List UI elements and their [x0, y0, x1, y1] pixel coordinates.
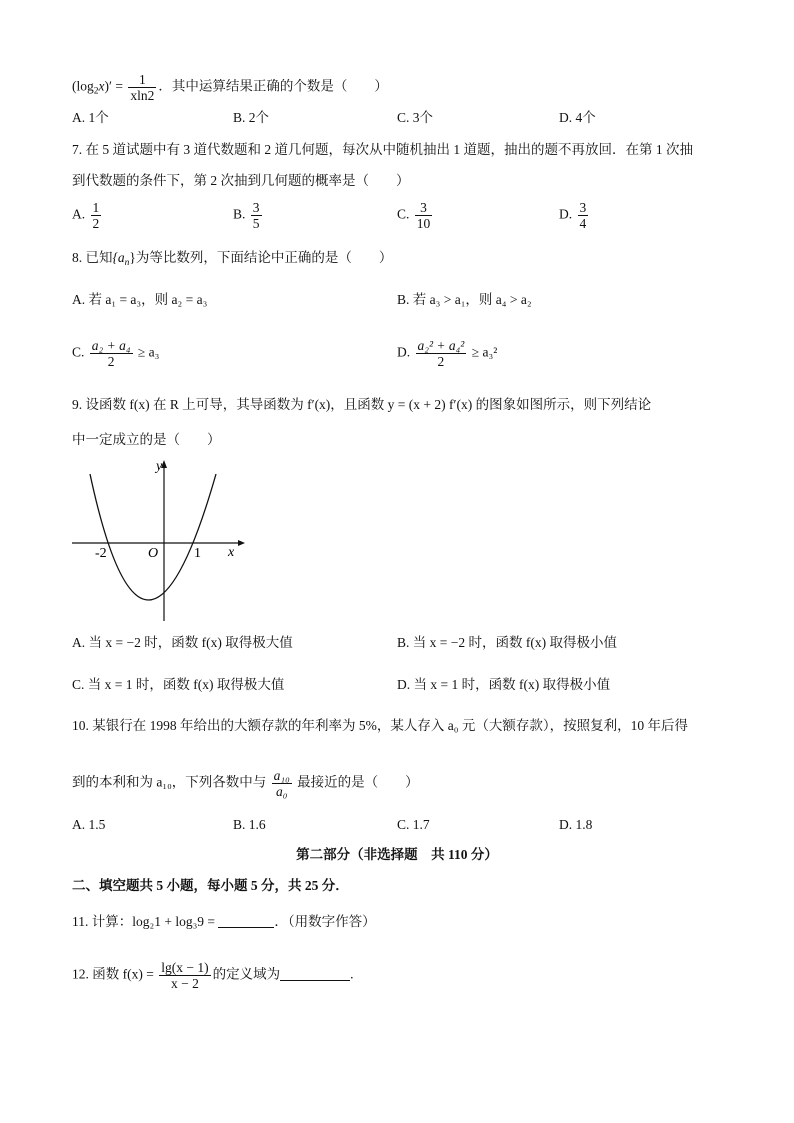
q12-den: x − 2 — [170, 976, 199, 991]
q8-b-label: B. — [397, 292, 410, 307]
curve — [90, 474, 216, 600]
q10-line1: 10. 某银行在 1998 年给出的大额存款的年利率为 5%，某人存入 a₀ 元（大额存款），按照复利，10 年后得 — [72, 718, 688, 733]
q7-c-num: 3 — [415, 200, 433, 216]
q7-d-num: 3 — [579, 200, 587, 215]
q10-line2b: 最接近的是（ ） — [297, 774, 419, 790]
q7-d-label: D. — [559, 206, 573, 222]
q6-option-d: D. 4个 — [559, 110, 596, 125]
q10-frac-num: a₁₀ — [273, 768, 290, 783]
q10-option-b: B. 1.6 — [233, 817, 266, 832]
q9-graph — [68, 456, 248, 626]
q10-option-c: C. 1.7 — [397, 817, 430, 832]
q9-line1: 9. 设函数 f(x) 在 R 上可导，其导函数为 f′(x)，且函数 y = (x + 2) f′(x) 的图象如图所示，则下列结论 — [72, 397, 652, 412]
q11-text-b: ．（用数字作答） — [274, 914, 376, 929]
q7-option-a — [72, 200, 103, 231]
q8-c-den: 2 — [107, 354, 115, 369]
q10-line2a: 到的本利和为 a₁₀，下列各数中与 — [72, 774, 267, 790]
q9-option-c: C. 当 x = 1 时，函数 f(x) 取得极大值 — [72, 677, 285, 692]
q6-lhs: (log — [72, 78, 94, 94]
q12-num: lg(x − 1) — [161, 960, 209, 975]
q6-frac-num: 1 — [128, 72, 156, 88]
q6-frac-den: xln2 — [130, 88, 155, 103]
q8-stem-b: 为等比数列，下面结论中正确的是（ ） — [135, 250, 393, 265]
q8-d-den: 2 — [437, 354, 445, 369]
q7-a-num: 1 — [92, 200, 100, 215]
part2-heading: 第二部分（非选择题 共 110 分） — [296, 847, 498, 862]
y-label: y — [156, 459, 163, 474]
q7-line1: 7. 在 5 道试题中有 3 道代数题和 2 道几何题，每次从中随机抽出 1 道题，抽出的题不再放回．在第 1 次抽 — [72, 142, 693, 157]
q6-base: 2 — [93, 86, 99, 97]
q6-option-a: A. 1个 — [72, 110, 109, 125]
q9-option-b: B. 当 x = −2 时，函数 f(x) 取得极小值 — [397, 635, 617, 650]
q12-frac — [159, 960, 210, 991]
x-axis-arrow — [238, 540, 245, 546]
q6-prime: )′ = — [104, 78, 123, 94]
q8-stem — [72, 248, 392, 273]
q8-a-label: A. — [72, 292, 86, 307]
q7-a-frac — [91, 200, 102, 231]
q7-c-label: C. — [397, 206, 410, 222]
q8-option-b — [397, 290, 532, 310]
q10-frac-den: a₀ — [276, 784, 288, 799]
q7-d-frac — [578, 200, 589, 231]
q11-blank[interactable] — [218, 913, 274, 928]
q8-option-a — [72, 290, 207, 310]
q9-option-a: A. 当 x = −2 时，函数 f(x) 取得极大值 — [72, 635, 293, 650]
q7-option-d — [559, 200, 590, 231]
q6-tail — [72, 72, 388, 103]
tick-neg-2: -2 — [95, 546, 107, 561]
q8-stem-a: 8. 已知 — [72, 250, 113, 265]
q9-option-d: D. 当 x = 1 时，函数 f(x) 取得极小值 — [397, 677, 611, 692]
q11-text-a: 11. 计算：log₂1 + log₃9 = — [72, 914, 216, 929]
q8-c-rhs: ≥ a₃ — [137, 344, 160, 360]
q8-seq-close: } — [129, 250, 136, 265]
q8-d-num: a₂² + a₄² — [417, 338, 465, 353]
q8-b-text: 若 a₃ > a₁，则 a₄ > a₂ — [412, 292, 532, 307]
q12 — [72, 960, 353, 991]
q12-blank[interactable] — [280, 966, 350, 981]
q8-d-label: D. — [397, 344, 411, 360]
q10-option-a: A. 1.5 — [72, 817, 106, 832]
q8-option-c — [72, 338, 159, 369]
tick-1: 1 — [194, 546, 201, 561]
q6-option-b: B. 2个 — [233, 110, 270, 125]
q8-option-d — [397, 338, 497, 369]
q8-c-label: C. — [72, 344, 85, 360]
q7-c-frac — [415, 200, 433, 231]
q8-seq: {a — [112, 250, 125, 265]
section2-heading: 二、填空题共 5 小题，每小题 5 分，共 25 分． — [72, 878, 349, 893]
q6-tail-text: ．其中运算结果正确的个数是（ ） — [158, 78, 388, 94]
origin-label: O — [148, 546, 159, 561]
q7-d-den: 4 — [579, 216, 587, 231]
q8-d-frac — [416, 338, 467, 369]
q12-text-a: 12. 函数 f(x) = — [72, 966, 154, 982]
q8-a-text: 若 a₁ = a₃，则 a₂ = a₃ — [88, 292, 208, 307]
q7-a-den: 2 — [92, 216, 100, 231]
q7-a-label: A. — [72, 206, 86, 222]
q12-text-c: . — [350, 966, 354, 982]
q8-c-frac — [90, 338, 133, 369]
q11 — [72, 912, 376, 932]
q6-fraction — [128, 72, 156, 103]
q7-c-den: 10 — [416, 216, 431, 231]
q7-b-frac — [251, 200, 262, 231]
q9-line2: 中一定成立的是（ ） — [72, 432, 221, 447]
q6-option-c: C. 3个 — [397, 110, 434, 125]
q6-var: x — [98, 78, 105, 94]
q7-option-c — [397, 200, 434, 231]
q10-option-d: D. 1.8 — [559, 817, 593, 832]
q8-seq-sub: n — [124, 258, 130, 268]
q8-c-num: a₂ + a₄ — [91, 338, 131, 353]
q7-b-den: 5 — [252, 216, 260, 231]
q7-line2: 到代数题的条件下，第 2 次抽到几何题的概率是（ ） — [72, 173, 410, 188]
q8-d-rhs: ≥ a₃² — [471, 344, 498, 360]
q7-b-label: B. — [233, 206, 246, 222]
q10-line2 — [72, 768, 419, 799]
q7-b-num: 3 — [252, 200, 260, 215]
x-label: x — [228, 545, 235, 560]
q7-option-b — [233, 200, 264, 231]
q12-text-b: 的定义域为 — [212, 966, 281, 982]
q10-frac — [272, 768, 292, 799]
